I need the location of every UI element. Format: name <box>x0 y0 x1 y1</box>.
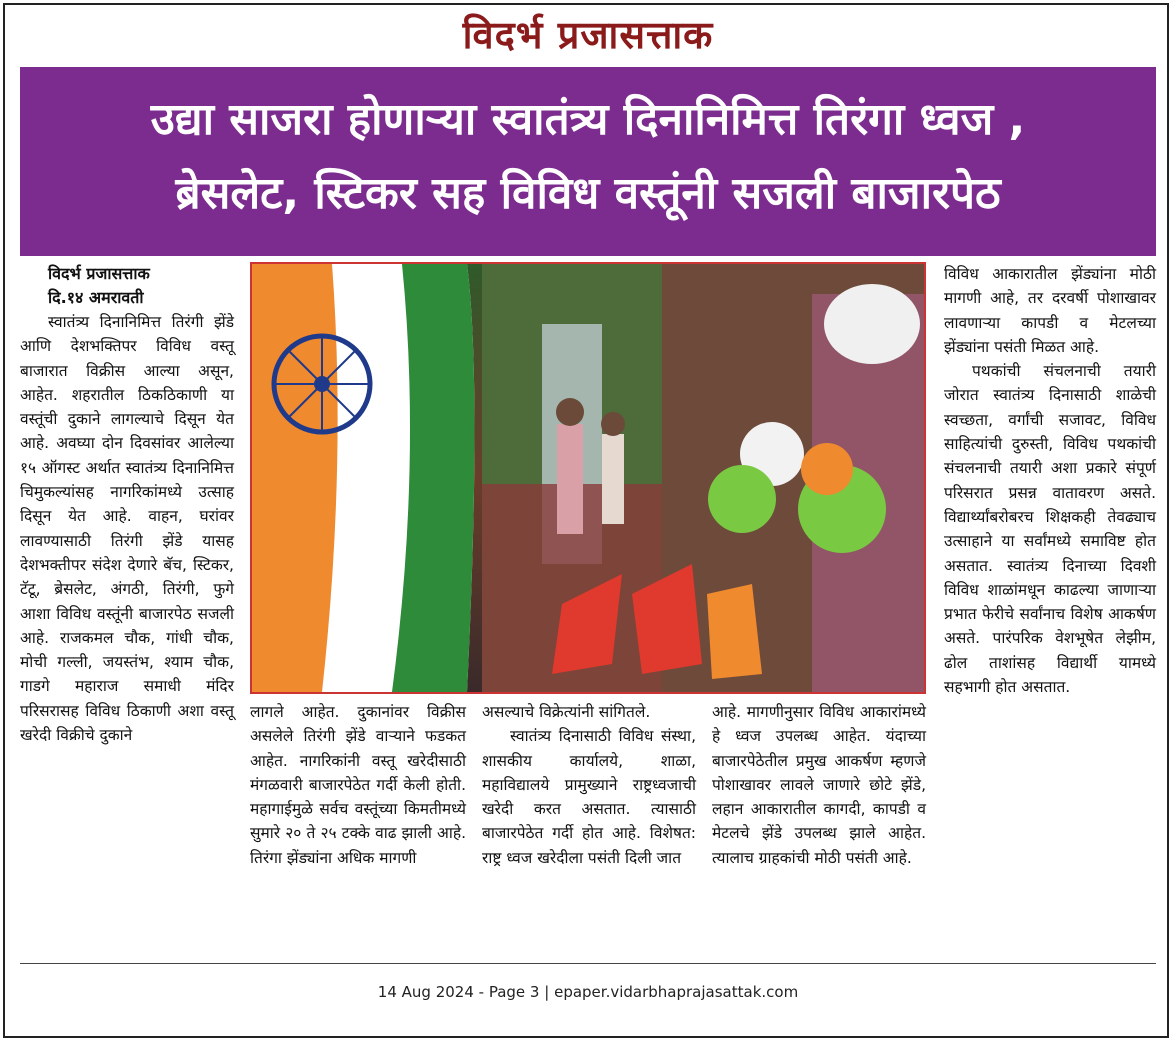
footer-date-page: 14 Aug 2024 - Page 3 <box>377 983 540 1001</box>
article-column-5 <box>944 262 1156 699</box>
article-column-4 <box>712 700 926 870</box>
flag-market-photo <box>252 264 924 692</box>
headline-banner <box>20 67 1156 256</box>
masthead: विदर्भ प्रजासत्ताक <box>462 13 714 57</box>
headline-line-1: उद्या साजरा होणाऱ्या स्वातंत्र्य दिनानिमित्त तिरंगा ध्वज , <box>150 94 1026 145</box>
news-photo <box>250 262 926 694</box>
article-text: असल्याचे विक्रेत्यांनी सांगितले. <box>482 703 651 721</box>
footer-site-link[interactable]: epaper.vidarbhaprajasattak.com <box>554 983 799 1001</box>
byline-source: विदर्भ प्रजासत्ताक <box>48 264 150 283</box>
article-text: विविध आकारातील झेंड्यांना मोठी मागणी आहे, तर दरवर्षी पोशाखावर लावणाऱ्या कापडी व मेटलच्या झेंड्यांना पसंती मिळत आहे. <box>944 265 1156 356</box>
footer-separator: | <box>544 983 550 1001</box>
article-column-1 <box>20 262 234 747</box>
article-text: पथकांची संचलनाची तयारी जोरात स्वातंत्र्य दिनासाठी शाळेची स्वच्छता, वर्गांची सजावट, विविध साहित्यांची दुरुस्ती, विविध पथकांची संचलनाची तयारी अशा प्रकारे संपूर्ण परिसरात प्रसन्न वातावरण असते. विद्यार्थ्यांबरोबरच शिक्षकही तेवढ्याच उत्साहाने या सर्वांमध्ये समाविष्ट होत असतात. स्वातंत्र्य दिनाच्या दिवशी विविध शाळांमधून काढल्या जाणाऱ्या प्रभात फेरीचे सर्वांनाच विशेष आकर्षण असते. पारंपरिक वेशभूषेत लेझीम, ढोल ताशांसह विद्यार्थी यामध्ये सहभागी होत असतात. <box>944 362 1156 697</box>
article-text: स्वातंत्र्य दिनासाठी विविध संस्था, शासकीय कार्यालये, शाळा, महाविद्यालये प्रामुख्याने राष्ट्रध्वजाची खरेदी करत असतात. त्यासाठी बाजारपेठेत गर्दी होत आहे. विशेषत: राष्ट्र ध्वज खरेदीला पसंती दिली जात <box>482 727 696 867</box>
headline-line-2: ब्रेसलेट, स्टिकर सह विविध वस्तूंनी सजली बाजारपेठ <box>175 168 1001 219</box>
footer-divider <box>20 963 1156 964</box>
article-text: आहे. मागणीनुसार विविध आकारांमध्ये हे ध्वज उपलब्ध आहेत. यंदाच्या बाजारपेठेतील प्रमुख आकर्षण म्हणजे पोशाखावर लावले जाणारे छोटे झेंडे, लहान आकारातील कागदी, कापडी व मेटलचे झेंडे उपलब्ध झाले आहेत. त्यालाच ग्राहकांची मोठी पसंती आहे. <box>712 703 926 867</box>
article-text: लागले आहेत. दुकानांवर विक्रीस असलेले तिरंगी झेंडे वाऱ्याने फडकत आहेत. नागरिकांनी वस्तू खरेदीसाठी मंगळवारी बाजारपेठेत गर्दी केली होती. महागाईमुळे सर्वच वस्तूंच्या किमतीमध्ये सुमारे २० ते २५ टक्के वाढ झाली आहे. तिरंगा झेंड्यांना अधिक मागणी <box>250 703 466 867</box>
article-column-2 <box>250 700 466 870</box>
article-text: स्वातंत्र्य दिनानिमित्त तिरंगी झेंडे आणि देशभक्तिपर विविध वस्तू बाजारात विक्रीस आल्या असून, आहेत. शहरातील ठिकठिकाणी या वस्तूंची दुकाने लागल्याचे दिसून येत आहे. अवघ्या दोन दिवसांवर आलेल्या १५ ऑगस्ट अर्थात स्वातंत्र्य दिनानिमित्त चिमुकल्यांसह नागरिकांमध्ये उत्साह दिसून येत आहे. वाहन, घरांवर लावण्यासाठी तिरंगी झेंडे यासह देशभक्तीपर संदेश देणारे बॅच, स्टिकर, टॅटू, ब्रेसलेट, अंगठी, तिरंगी, फुगे आशा विविध वस्तूंनी बाजारपेठ सजली आहे. राजकमल चौक, गांधी चौक, मोची गल्ली, जयस्तंभ, श्याम चौक, गाडगे महाराज समाधी मंदिर परिसरासह विविध ठिकाणी अशा वस्तू खरेदी विक्रीचे दुकाने <box>20 313 234 745</box>
byline-dateline: दि.१४ अमरावती <box>48 288 144 307</box>
article-column-3 <box>482 700 696 870</box>
footer <box>0 983 1176 1001</box>
